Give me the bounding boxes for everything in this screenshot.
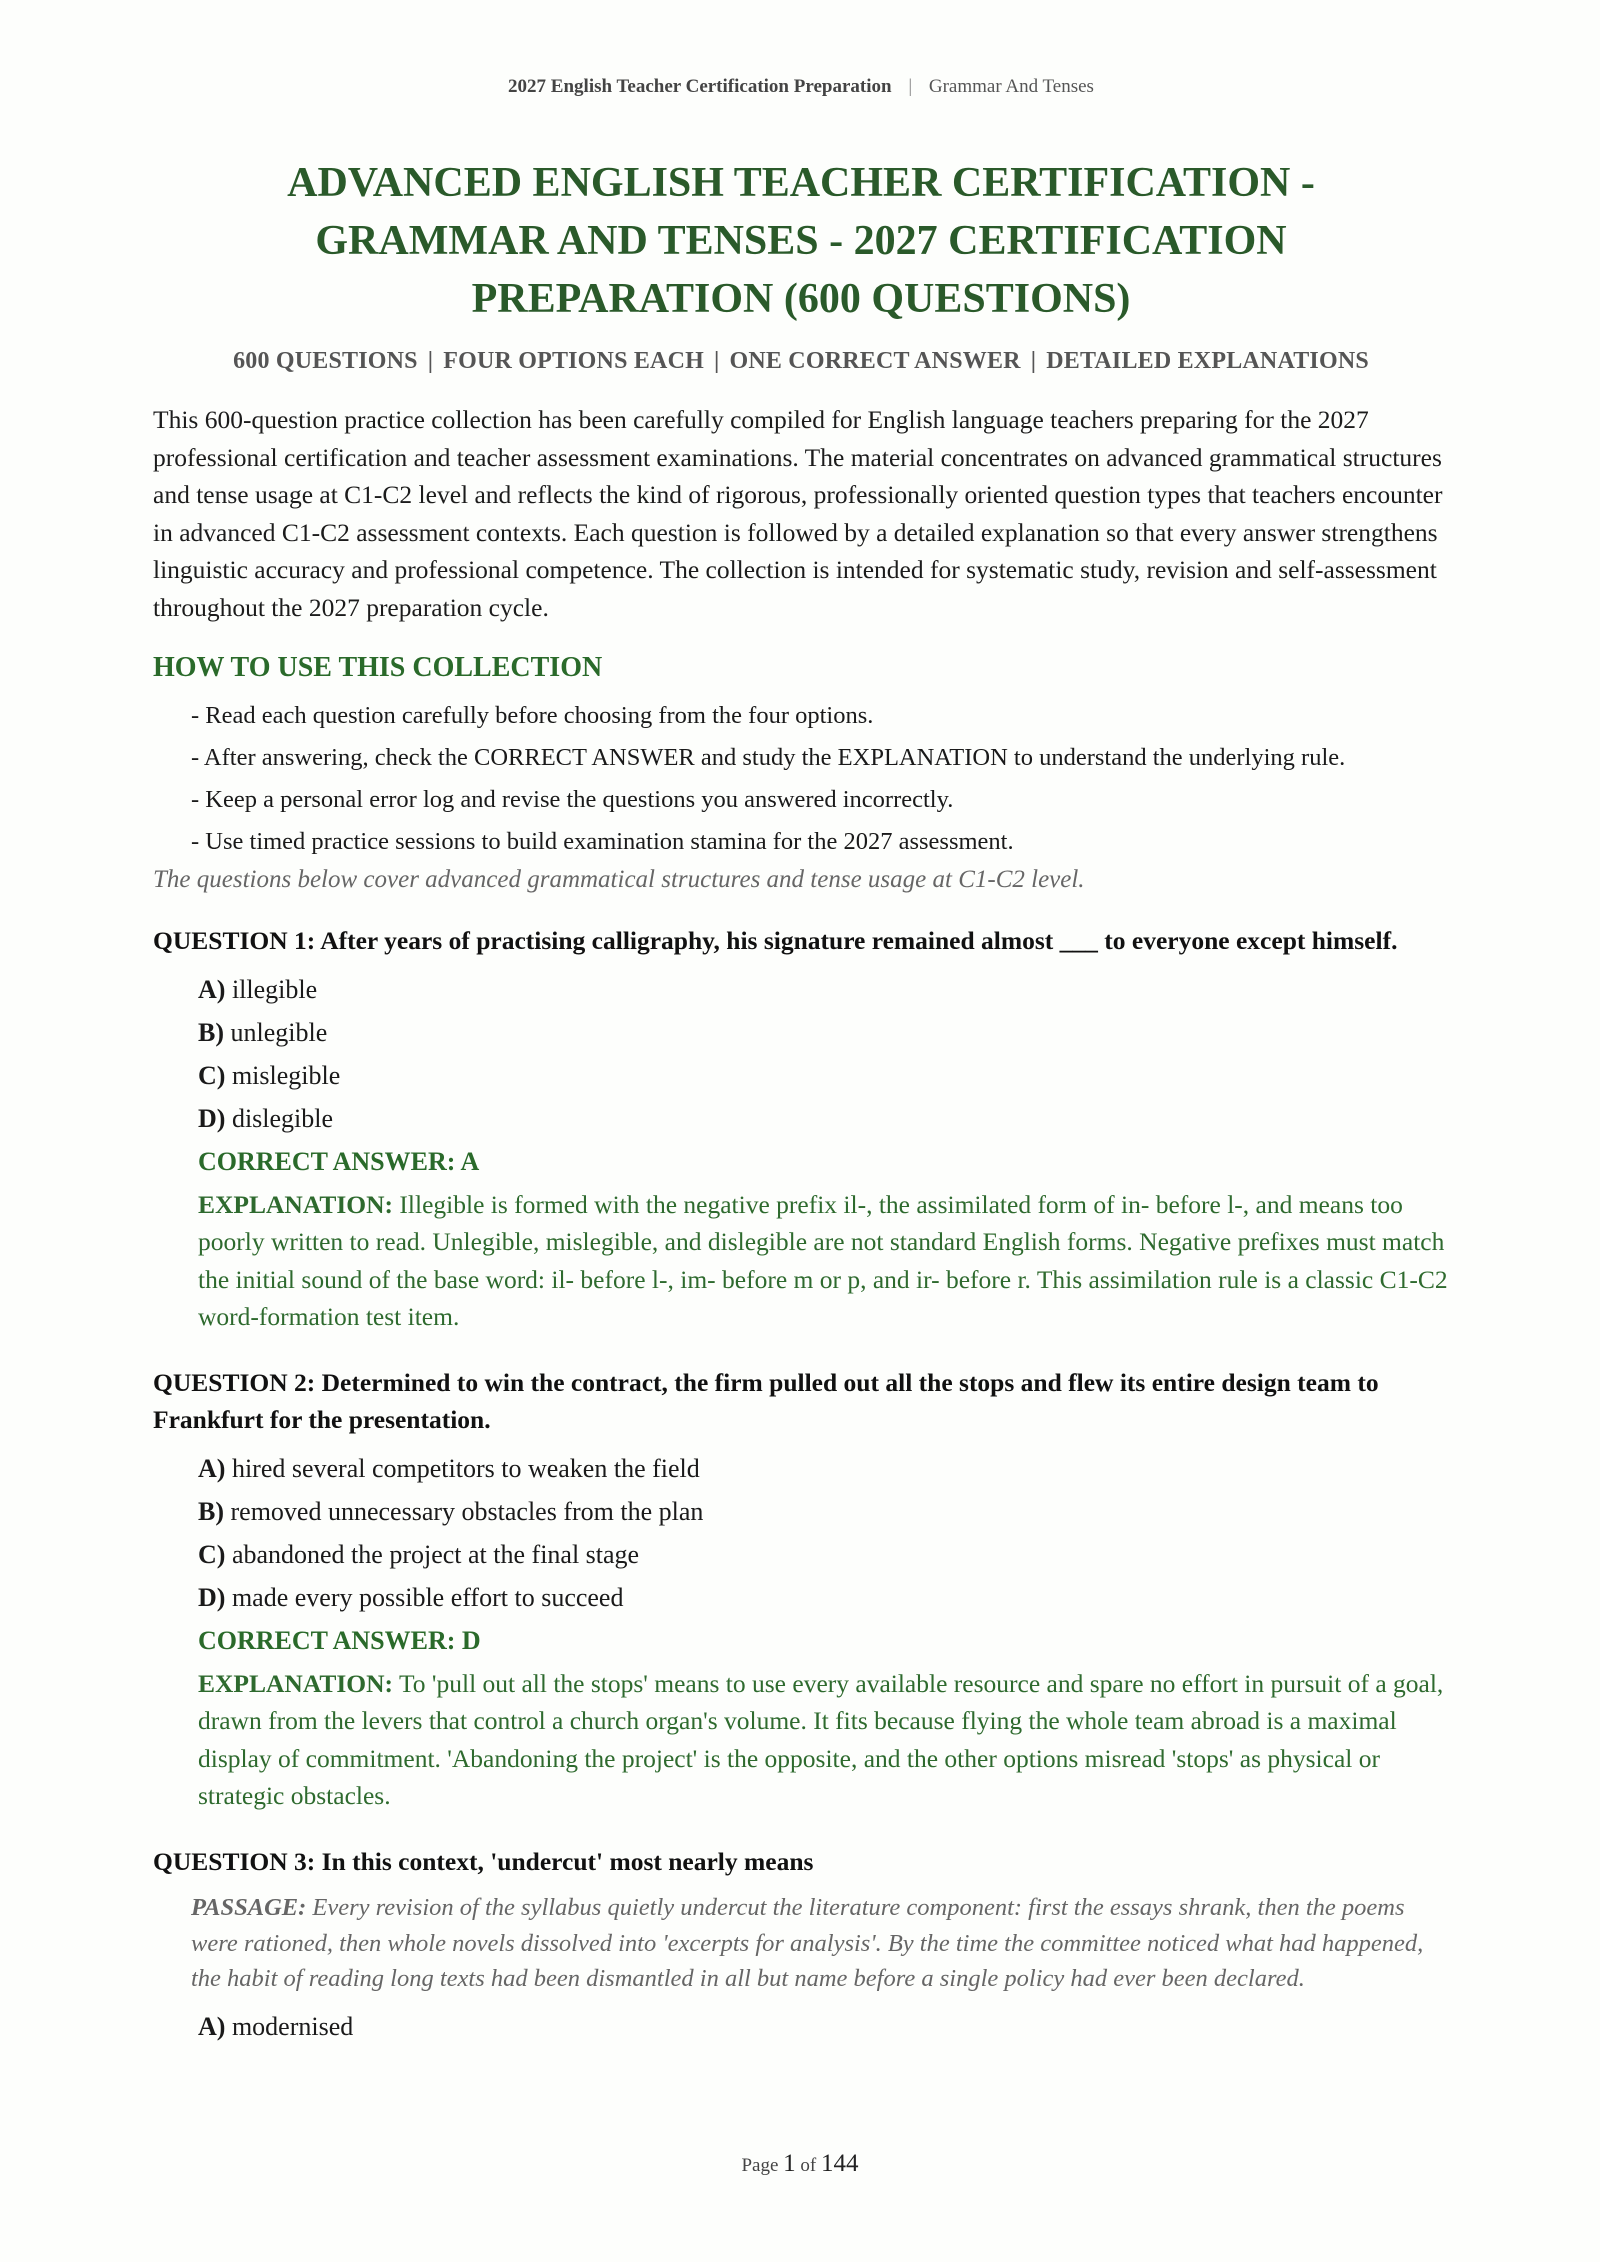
- option-text: dislegible: [231, 1103, 334, 1133]
- document-page: [153, 0, 1449, 2048]
- question-stem: QUESTION 1: After years of practising calligraphy, his signature remained almost ___ to everyone except himself.: [153, 926, 1398, 955]
- option-text: unlegible: [230, 1017, 328, 1047]
- passage-label: PASSAGE:: [191, 1894, 307, 1921]
- tip-item: - Use timed practice sessions to build examination stamina for the 2027 assessment.: [191, 828, 1014, 855]
- of-word: of: [800, 2155, 817, 2176]
- document-subtitle: [153, 348, 1449, 375]
- option-letter: C): [198, 1060, 226, 1090]
- explanation-text: Illegible is formed with the negative prefix il-, the assimilated form of in- before l-, and means too poorly written to read. Unlegible, mislegible, and dislegible are not standard English forms. Negative prefixes must match the initial sound of the base word: il- before l-, im- before m or p, and ir- before r. This assimilation rule is a classic C1-C2 word-formation test item.: [198, 1189, 1448, 1331]
- question-block: [153, 922, 1449, 1336]
- explanation-label: EXPLANATION:: [198, 1668, 394, 1698]
- option-letter: D): [198, 1103, 226, 1133]
- option-text: mislegible: [231, 1060, 341, 1090]
- tip-item: - After answering, check the CORRECT ANSWER and study the EXPLANATION to understand the underlying rule.: [191, 744, 1346, 771]
- passage-text: Every revision of the syllabus quietly undercut the literature component: first the essays shrank, then the poems were rationed, then whole novels dissolved into 'excerpts for analysis'. By the time the committee noticed what had happened, the habit of reading long texts had been dismantled in all but name before a single policy had ever been declared.: [191, 1894, 1424, 1992]
- question-block: [153, 1843, 1449, 2048]
- explanation-label: EXPLANATION:: [198, 1189, 394, 1219]
- subtitle-separator: |: [713, 348, 720, 374]
- option-text: abandoned the project at the final stage: [231, 1539, 640, 1569]
- option-d: [198, 1097, 1449, 1140]
- subtitle-separator: |: [427, 348, 434, 374]
- option-c: [198, 1054, 1449, 1097]
- question-stem: QUESTION 3: In this context, 'undercut' most nearly means: [153, 1846, 814, 1876]
- option-text: modernised: [231, 2011, 354, 2041]
- current-page-number: 1: [783, 2150, 796, 2177]
- question-stem: QUESTION 2: Determined to win the contract, the firm pulled out all the stops and flew its entire design team to Frankfurt for the presentation.: [153, 1367, 1379, 1434]
- option-c: [198, 1533, 1449, 1576]
- option-letter: B): [198, 1017, 224, 1047]
- how-to-use-list: [191, 698, 1449, 859]
- answer-options: [198, 968, 1449, 1140]
- intro-paragraph: This 600-question practice collection has been carefully compiled for English language teachers preparing for the 2027 professional certification and teacher assessment examinations. The material concentrates on advanced grammatical structures and tense usage at C1-C2 level and reflects the kind of rigorous, professionally oriented question types that teachers encounter in advanced C1-C2 assessment contexts. Each question is followed by a detailed explanation so that every answer strengthens linguistic accuracy and professional competence. The collection is intended for systematic study, revision and self-assessment throughout the 2027 preparation cycle.: [153, 405, 1443, 622]
- page-word: Page: [741, 2155, 779, 2176]
- answer-options: [198, 1447, 1449, 1619]
- header-topic: Grammar And Tenses: [928, 76, 1094, 97]
- subtitle-separator: |: [1030, 348, 1037, 374]
- explanation: [198, 1665, 1449, 1815]
- subtitle-item: FOUR OPTIONS EACH: [443, 348, 704, 374]
- subtitle-item: ONE CORRECT ANSWER: [729, 348, 1021, 374]
- how-to-use-heading: HOW TO USE THIS COLLECTION: [153, 652, 603, 683]
- option-a: [198, 1447, 1449, 1490]
- page-footer: [0, 2150, 1600, 2178]
- correct-answer: CORRECT ANSWER: A: [198, 1146, 480, 1176]
- option-a: [198, 2005, 1449, 2048]
- explanation-text: To 'pull out all the stops' means to use every available resource and spare no effort in pursuit of a goal, drawn from the levers that control a church organ's volume. It fits because flying the whole team abroad is a maximal display of commitment. 'Abandoning the project' is the opposite, and the other options misread 'stops' as physical or strategic obstacles.: [198, 1668, 1444, 1810]
- option-b: [198, 1011, 1449, 1054]
- questions-note: The questions below cover advanced grammatical structures and tense usage at C1-C2 level.: [153, 866, 1085, 893]
- option-b: [198, 1490, 1449, 1533]
- explanation: [198, 1186, 1449, 1336]
- header-course-title: 2027 English Teacher Certification Preparation: [508, 76, 892, 97]
- option-letter: A): [198, 1453, 226, 1483]
- tip-item: - Keep a personal error log and revise the questions you answered incorrectly.: [191, 786, 954, 813]
- option-letter: A): [198, 974, 226, 1004]
- header-separator: |: [908, 76, 913, 97]
- subtitle-item: DETAILED EXPLANATIONS: [1046, 348, 1369, 374]
- option-letter: B): [198, 1496, 224, 1526]
- subtitle-item: 600 QUESTIONS: [233, 348, 418, 374]
- option-letter: A): [198, 2011, 226, 2041]
- option-text: illegible: [231, 974, 318, 1004]
- option-text: removed unnecessary obstacles from the plan: [230, 1496, 704, 1526]
- option-a: [198, 968, 1449, 1011]
- correct-answer: CORRECT ANSWER: D: [198, 1625, 481, 1655]
- option-text: hired several competitors to weaken the field: [231, 1453, 700, 1483]
- question-block: [153, 1364, 1449, 1815]
- option-letter: C): [198, 1539, 226, 1569]
- tip-item: - Read each question carefully before choosing from the four options.: [191, 702, 874, 729]
- reading-passage: [191, 1890, 1449, 1997]
- option-letter: D): [198, 1582, 226, 1612]
- document-title: ADVANCED ENGLISH TEACHER CERTIFICATION - GRAMMAR AND TENSES - 2027 CERTIFICATION PREPARATION (600 QUESTIONS): [287, 160, 1315, 322]
- total-page-count: 144: [821, 2150, 859, 2177]
- running-header: [153, 76, 1449, 98]
- option-d: [198, 1576, 1449, 1619]
- option-text: made every possible effort to succeed: [231, 1582, 624, 1612]
- answer-options: [198, 2005, 1449, 2048]
